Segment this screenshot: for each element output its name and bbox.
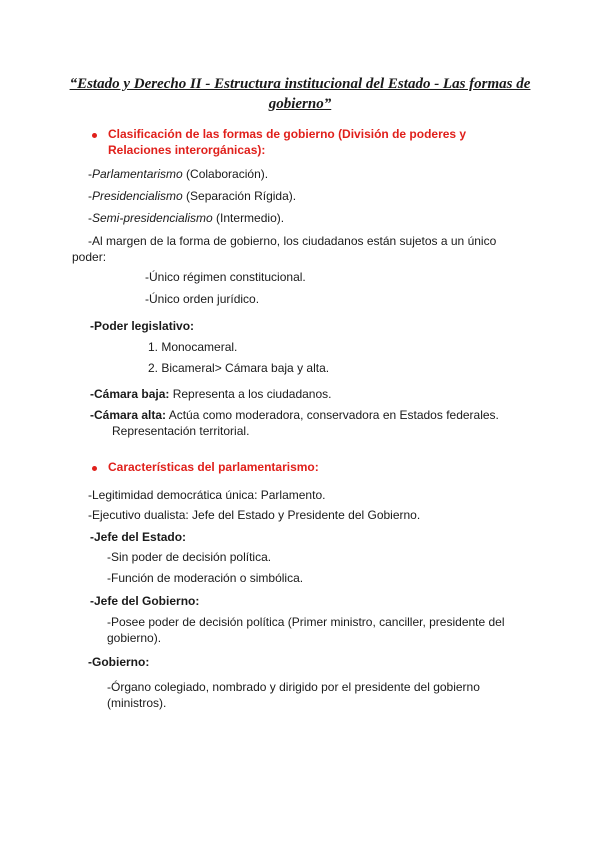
camara-baja-line: -Cámara baja: Representa a los ciudadanos.	[90, 387, 332, 401]
legislative-item: 1. Monocameral.	[148, 340, 238, 354]
jefe-estado-label: -Jefe del Estado:	[90, 530, 187, 544]
gobierno-text: -Órgano colegiado, nombrado y dirigido por el presidente del gobierno (ministros).	[107, 680, 480, 710]
jefe-estado-item: -Función de moderación o simbólica.	[107, 571, 304, 585]
camara-alta-continuation: Representación territorial.	[112, 424, 250, 438]
legislative-label: -Poder legislativo:	[90, 319, 195, 333]
parliament-item: -Ejecutivo dualista: Jefe del Estado y Presidente del Gobierno.	[88, 508, 421, 522]
jefe-gobierno-label: -Jefe del Gobierno:	[90, 594, 200, 608]
section1-heading: Clasificación de las formas de gobierno (División de poderes y Relaciones interorgánicas):	[108, 127, 467, 157]
form-item-presidencialismo: -Presidencialismo (Separación Rígida).	[88, 189, 297, 203]
section2-heading: Características del parlamentarismo:	[108, 460, 319, 474]
jefe-gobierno-text: -Posee poder de decisión política (Primer ministro, canciller, presidente del gobierno).	[107, 615, 505, 645]
gobierno-label: -Gobierno:	[88, 655, 150, 669]
jefe-estado-item: -Sin poder de decisión política.	[107, 550, 272, 564]
form-item-semipresidencialismo: -Semi-presidencialismo (Intermedio).	[88, 211, 285, 225]
unique-item: -Único orden jurídico.	[145, 292, 260, 306]
legislative-item: 2. Bicameral> Cámara baja y alta.	[148, 361, 330, 375]
document-title: “Estado y Derecho II - Estructura institucional del Estado - Las formas de gobierno”	[69, 76, 531, 112]
form-item-parlamentarismo: -Parlamentarismo (Colaboración).	[88, 167, 269, 181]
margin-paragraph: -Al margen de la forma de gobierno, los ciudadanos están sujetos a un único poder:	[72, 234, 497, 264]
red-bullet-icon	[92, 133, 97, 138]
parliament-item: -Legitimidad democrática única: Parlamento.	[88, 488, 326, 502]
camara-alta-line: -Cámara alta: Actúa como moderadora, conservadora en Estados federales.	[90, 408, 499, 422]
unique-item: -Único régimen constitucional.	[145, 270, 306, 284]
red-bullet-icon	[92, 466, 97, 471]
